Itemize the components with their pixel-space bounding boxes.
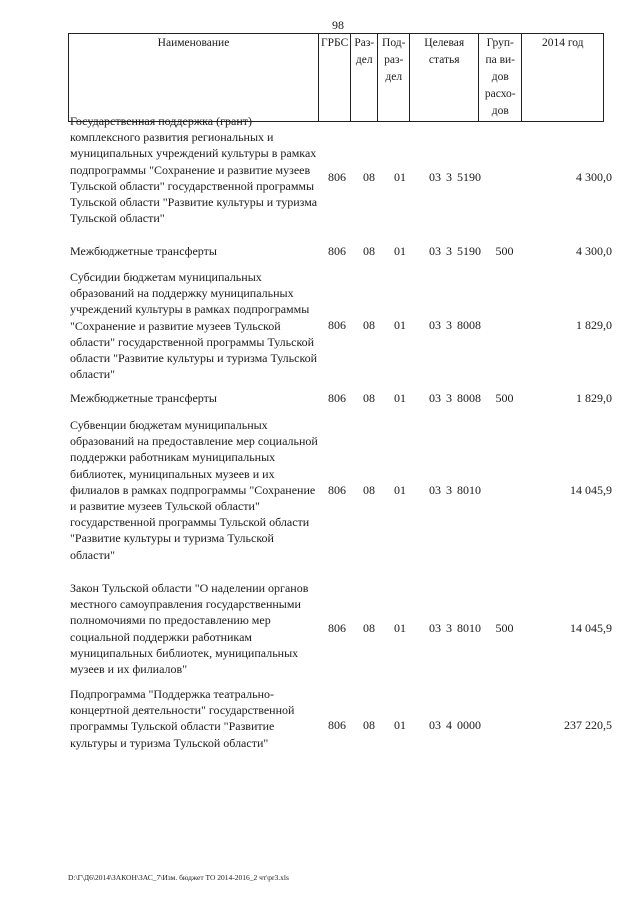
row-sum: 14 045,9: [570, 483, 612, 497]
row-article: 03 3 5190: [429, 244, 481, 258]
row-razdel: 08: [363, 318, 375, 332]
row-razdel: 08: [363, 483, 375, 497]
row-sum: 4 300,0: [576, 170, 612, 184]
row-razdel: 08: [363, 170, 375, 184]
row-grbs: 806: [328, 391, 346, 405]
row-sum: 4 300,0: [576, 244, 612, 258]
row-article: 03 3 8008: [429, 318, 481, 332]
row-article: 03 4 0000: [429, 718, 481, 732]
file-path-footer: D:\Г\Д6\2014\ЗАКОН\ЗАС_7\Изм. бюджет ТО 2014-2016_2 чт\pr3.xls: [68, 873, 289, 882]
row-article: 03 3 5190: [429, 170, 481, 184]
header-grbs: ГРБС: [319, 34, 351, 122]
row-sum: 1 829,0: [576, 318, 612, 332]
row-podrazdel: 01: [394, 318, 406, 332]
header-year: 2014 год: [522, 34, 604, 122]
row-grbs: 806: [328, 483, 346, 497]
row-grbs: 806: [328, 621, 346, 635]
table-header: [68, 33, 604, 122]
row-razdel: 08: [363, 244, 375, 258]
header-podrazdel: Под- раз- дел: [378, 34, 410, 122]
page-number: 98: [332, 18, 344, 32]
row-name: Субсидии бюджетам муниципальных образований на поддержку муниципальных учреждений культуры в рамках подпрограммы "Сохранение и развитие музеев Тульской области" государственной программы Тульской области "Развитие культуры и туризма Тульской области": [70, 270, 318, 382]
row-article: 03 3 8010: [429, 483, 481, 497]
row-podrazdel: 01: [394, 244, 406, 258]
row-name: Подпрограмма "Поддержка театрально-концертной деятельности" государственной программы Тульской области "Развитие культуры и туризма Тульской области": [70, 687, 295, 750]
row-podrazdel: 01: [394, 718, 406, 732]
row-group: 500: [495, 244, 514, 258]
row-sum: 237 220,5: [564, 718, 612, 732]
row-grbs: 806: [328, 318, 346, 332]
row-sum: 1 829,0: [576, 391, 612, 405]
row-group: 500: [495, 391, 514, 405]
row-razdel: 08: [363, 621, 375, 635]
row-article: 03 3 8008: [429, 391, 481, 405]
header-razdel: Раз- дел: [351, 34, 378, 122]
row-name: Закон Тульской области "О наделении органов местного самоуправления государственными полномочиями по предоставлению мер социальной поддержки работникам муниципальных библиотек, муниципальных музеев и их филиалов": [70, 581, 309, 677]
row-article: 03 3 8010: [429, 621, 481, 635]
row-name: Межбюджетные трансферты: [70, 391, 217, 405]
row-podrazdel: 01: [394, 170, 406, 184]
row-razdel: 08: [363, 391, 375, 405]
row-grbs: 806: [328, 718, 346, 732]
row-grbs: 806: [328, 244, 346, 258]
row-podrazdel: 01: [394, 621, 406, 635]
row-razdel: 08: [363, 718, 375, 732]
row-podrazdel: 01: [394, 483, 406, 497]
row-name: Государственная поддержка (грант) комплексного развития региональных и муниципальных учреждений культуры в рамках подпрограммы "Сохранение и развитие музеев Тульской области" государственной программы Тульской области "Развитие культуры и туризма Тульской области": [70, 114, 318, 226]
header-group: Груп- па ви- дов расхо- дов: [479, 34, 522, 122]
row-name: Субвенции бюджетам муниципальных образований на предоставление мер социальной поддержки работникам муниципальных библиотек, муниципальных музеев и их филиалов в рамках подпрограммы "Сохранение и развитие музеев Тульской области" государственной программы Тульской области "Развитие культуры и туризма Тульской области": [70, 418, 318, 562]
row-group: 500: [495, 621, 514, 635]
header-name: Наименование: [69, 34, 319, 122]
header-article: Целевая статья: [410, 34, 479, 122]
row-grbs: 806: [328, 170, 346, 184]
row-podrazdel: 01: [394, 391, 406, 405]
row-sum: 14 045,9: [570, 621, 612, 635]
row-name: Межбюджетные трансферты: [70, 244, 217, 258]
